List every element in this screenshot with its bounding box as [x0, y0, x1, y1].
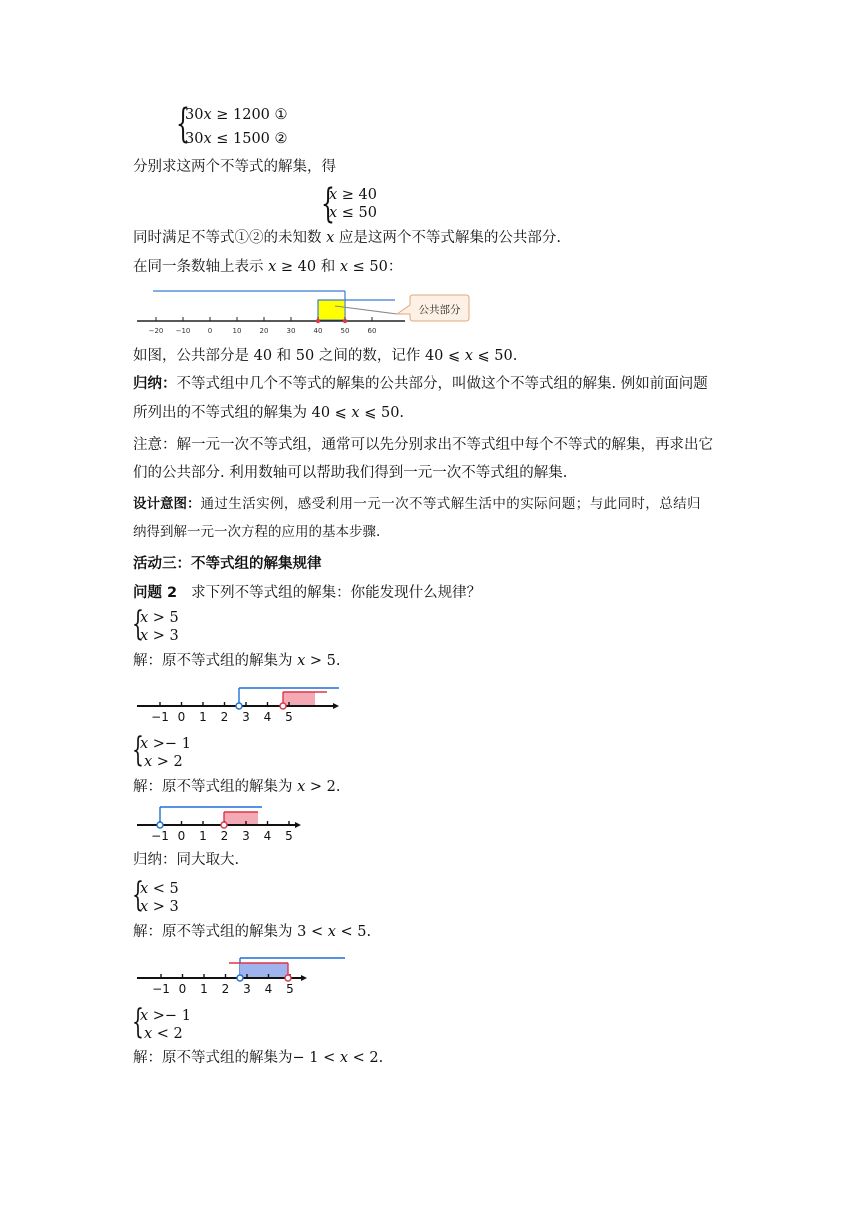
design-label: 设计意图： [133, 496, 201, 512]
tick-label: 0 [207, 327, 213, 335]
paragraph: 分别求这两个不等式的解集，得 [133, 159, 336, 175]
inequality-2: 𝑥 > 3 [140, 628, 179, 644]
summary-line [133, 375, 708, 393]
number-line-ex3 [135, 952, 355, 996]
tick-label: 20 [259, 327, 269, 335]
solution-text: 解：原不等式组的解集为− 1 < 𝑥 < 2. [133, 1050, 384, 1066]
tick-label: 0 [177, 710, 186, 724]
summary-label: 归纳： [133, 376, 177, 392]
tick-label: 1 [199, 710, 207, 724]
tick-label: 1 [200, 982, 208, 996]
open-circle [285, 975, 291, 981]
open-circle [237, 975, 243, 981]
tick-label: −1 [151, 829, 169, 843]
inequality-2: 𝑥 < 2 [144, 1026, 183, 1042]
tick-label: 5 [285, 829, 293, 843]
tick-label: 5 [285, 710, 293, 724]
brace: { [132, 604, 144, 644]
open-circle [221, 822, 227, 828]
inequality-1: 𝑥 >− 1 [140, 736, 191, 752]
tick-label: 40 [313, 327, 323, 335]
open-circle [280, 703, 286, 709]
brace: { [132, 875, 144, 915]
note-text: 注意：解一元一次不等式组，通常可以先分别求出不等式组中每个不等式的解集，再求出它 [133, 437, 713, 453]
tick-label: 3 [242, 710, 250, 724]
tick-label: 3 [243, 982, 251, 996]
note-text: 们的公共部分. 利用数轴可以帮助我们得到一元一次不等式组的解集. [133, 465, 568, 481]
tick-label: 1 [199, 829, 207, 843]
rule-text: 归纳：同大取大. [133, 852, 240, 868]
inequality-2: 30𝑥 ≤ 1500 ② [185, 131, 288, 147]
number-line-ex1 [135, 684, 355, 724]
tick-label: −10 [175, 327, 191, 335]
tick-label: 60 [367, 327, 377, 335]
open-circle [157, 822, 163, 828]
solution-text: 解：原不等式组的解集为 𝑥 > 2. [133, 779, 341, 795]
solution-text: 解：原不等式组的解集为 𝑥 > 5. [133, 653, 341, 669]
section-heading: 活动三：不等式组的解集规律 [133, 556, 322, 572]
paragraph: 如图，公共部分是 40 和 50 之间的数，记作 40 ⩽ 𝑥 ⩽ 50. [133, 348, 518, 364]
number-line-figure [135, 284, 475, 340]
brace: { [132, 1002, 144, 1042]
tick-label: 50 [340, 327, 350, 335]
tick-label: 5 [286, 982, 294, 996]
question-text: 求下列不等式组的解集：你能发现什么规律？ [191, 585, 482, 601]
question-label: 问题 2 [133, 585, 178, 601]
tick-label: 3 [242, 829, 250, 843]
design-text: 纳得到解一元一次方程的应用的基本步骤. [133, 524, 381, 540]
solution-text: 解：原不等式组的解集为 3 < 𝑥 < 5. [133, 924, 372, 940]
tick-label: 2 [220, 710, 229, 724]
inequality-2: 𝑥 ≤ 50 [329, 205, 377, 221]
design-text: 通过生活实例，感受利用一元一次不等式解生活中的实际问题；与此同时，总结归 [200, 496, 701, 512]
endpoint-marker [343, 319, 347, 323]
paragraph: 同时满足不等式①②的未知数 𝑥 应是这两个不等式解集的公共部分. [133, 230, 562, 246]
design-line [133, 495, 701, 513]
common-part-highlight [318, 300, 345, 320]
tick-label: 4 [264, 982, 273, 996]
open-circle [236, 703, 242, 709]
number-line-ex2 [135, 803, 355, 843]
summary-text: 不等式组中几个不等式的解集的公共部分，叫做这个不等式组的解集. 例如前面问题 [176, 376, 708, 392]
inequality-2: 𝑥 > 2 [144, 754, 183, 770]
inequality-2: 𝑥 > 3 [140, 899, 179, 915]
brace: { [132, 730, 144, 770]
inequality-1: 𝑥 >− 1 [140, 1008, 191, 1024]
paragraph: 在同一条数轴上表示 𝑥 ≥ 40 和 𝑥 ≤ 50： [133, 259, 403, 275]
tick-label: −1 [152, 982, 170, 996]
tick-label: 4 [263, 829, 272, 843]
tick-label: −20 [148, 327, 164, 335]
endpoint-marker [316, 319, 320, 323]
question-line [133, 584, 481, 602]
inequality-1: 30𝑥 ≥ 1200 ① [185, 107, 288, 123]
tick-label: 10 [232, 327, 242, 335]
tick-label: 2 [220, 829, 229, 843]
tick-label: −1 [151, 710, 169, 724]
tick-label: 4 [263, 710, 272, 724]
inequality-1: 𝑥 > 5 [140, 610, 179, 626]
tick-label: 0 [177, 829, 186, 843]
callout-label: 公共部分 [418, 304, 461, 316]
inequality-1: 𝑥 ≥ 40 [329, 187, 377, 203]
tick-label: 0 [178, 982, 187, 996]
tick-label: 30 [286, 327, 296, 335]
summary-text: 所列出的不等式组的解集为 40 ⩽ 𝑥 ⩽ 50. [133, 405, 405, 421]
brace: { [176, 101, 190, 147]
tick-label: 2 [221, 982, 230, 996]
inequality-1: 𝑥 < 5 [140, 881, 179, 897]
brace: { [321, 181, 335, 227]
